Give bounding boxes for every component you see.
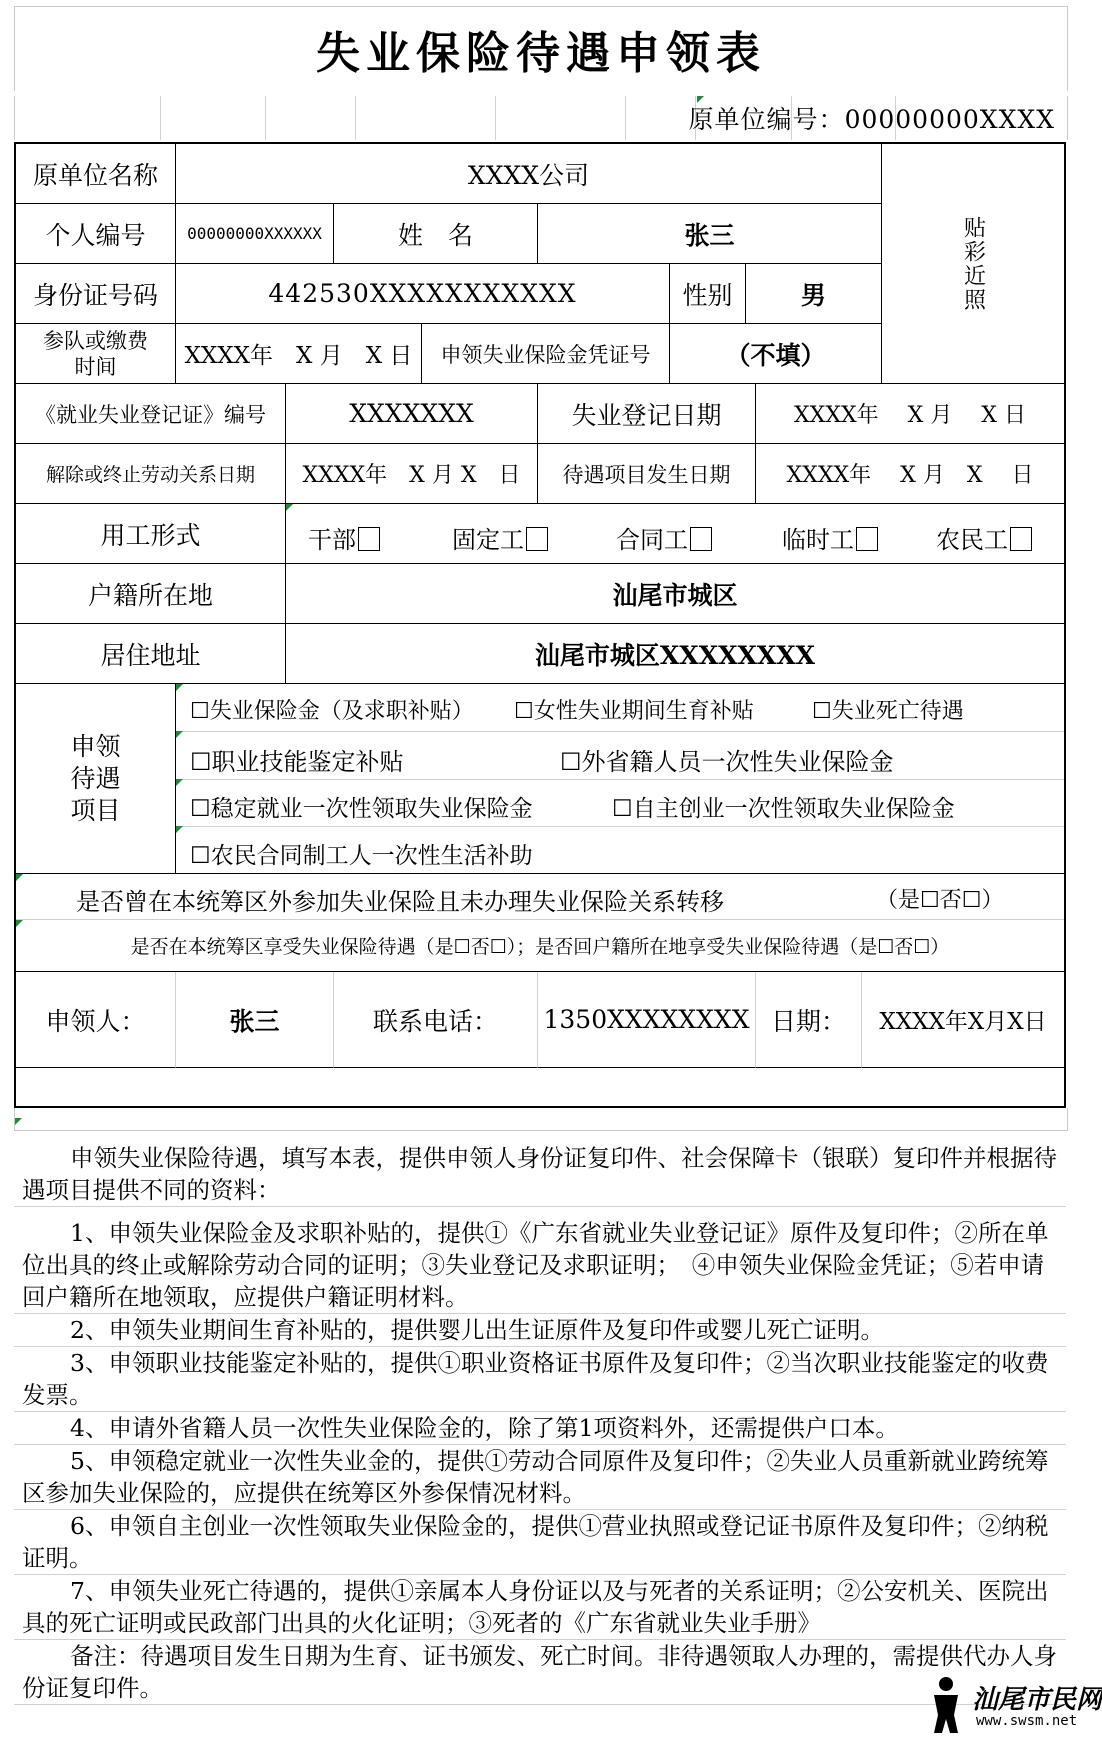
checkbox[interactable] — [526, 527, 548, 551]
item-skill-subsidy[interactable]: ☐职业技能鉴定补贴 — [190, 748, 404, 776]
watermark-logo — [924, 1675, 1102, 1735]
figure-icon — [924, 1675, 968, 1735]
personal-no-value[interactable]: 00000000XXXXXX — [176, 204, 334, 264]
personal-no-label: 个人编号 — [16, 204, 176, 264]
reg-cert-value[interactable]: XXXXXXX — [286, 384, 538, 444]
watermark-url: www.swsm.net — [976, 1713, 1078, 1729]
checkbox[interactable] — [856, 527, 878, 551]
terminate-label: 解除或终止劳动关系日期 — [16, 444, 286, 504]
question-local-benefit-text[interactable]: 是否在本统筹区享受失业保险待遇（是☐否☐）；是否回户籍所在地享受失业保险待遇（是☐否☐） — [130, 936, 950, 958]
employ-label: 用工形式 — [16, 504, 286, 564]
instructions — [14, 1128, 1066, 1705]
question-transfer-options[interactable]: （是☐否☐） — [876, 888, 1004, 913]
occur-value[interactable]: XXXX年 X 月 X 日 — [756, 444, 1064, 504]
application-form — [14, 142, 1066, 1108]
watermark-text: 汕尾市民网 — [972, 1685, 1102, 1715]
item-unemployment-benefit[interactable]: ☐失业保险金（及求职补贴） — [190, 699, 474, 724]
items-label: 申领待遇项目 — [16, 684, 176, 874]
hukou-value[interactable]: 汕尾市城区 — [286, 564, 1064, 624]
reg-cert-label: 《就业失业登记证》编号 — [16, 384, 286, 444]
note-3: 3、申领职业技能鉴定补贴的，提供①职业资格证书原件及复印件；②当次职业技能鉴定的收费发票。 — [14, 1347, 1066, 1412]
note-6: 6、申领自主创业一次性领取失业保险金的，提供①营业执照或登记证书原件及复印件；②纳税证明。 — [14, 1510, 1066, 1575]
question-transfer — [16, 874, 1064, 920]
name-value[interactable]: 张三 — [538, 204, 882, 264]
item-maternity-subsidy[interactable]: ☐女性失业期间生育补贴 — [514, 699, 754, 724]
join-time-label: 参队或缴费时间 — [16, 324, 176, 384]
note-5: 5、申领稳定就业一次性失业金的，提供①劳动合同原件及复印件；②失业人员重新就业跨统筹区参加失业保险的，应提供在统筹区外参保情况材料。 — [14, 1445, 1066, 1510]
id-label: 身份证号码 — [16, 264, 176, 324]
item-outprovince-lump-sum[interactable]: ☐外省籍人员一次性失业保险金 — [560, 748, 894, 776]
reg-date-label: 失业登记日期 — [538, 384, 756, 444]
note-7: 7、申领失业死亡待遇的，提供①亲属本人身份证以及与死者的关系证明；②公安机关、医院出具的死亡证明或民政部门出具的火化证明；③死者的《广东省就业失业手册》 — [14, 1575, 1066, 1640]
item-self-employment[interactable]: ☐自主创业一次性领取失业保险金 — [612, 796, 955, 822]
applicant-label: 申领人： — [16, 972, 176, 1068]
org-name-label: 原单位名称 — [16, 144, 176, 204]
checkbox[interactable] — [1010, 527, 1032, 551]
employ-options — [286, 504, 1064, 564]
hukou-label: 户籍所在地 — [16, 564, 286, 624]
employ-option-contract[interactable]: 合同工 — [616, 520, 712, 555]
address-value[interactable]: 汕尾市城区XXXXXXXX — [286, 624, 1064, 684]
phone-value[interactable]: 1350XXXXXXXX — [538, 972, 756, 1068]
checkbox[interactable] — [358, 527, 380, 551]
note-1: 1、申领失业保险金及求职补贴的，提供①《广东省就业失业登记证》原件及复印件；②所在单位出具的终止或解除劳动合同的证明；③失业登记及求职证明； ④申领失业保险金凭证；⑤若申请回户籍所在地领取，应提供户籍证明材料。 — [14, 1217, 1066, 1314]
date-value[interactable]: XXXX年X月X日 — [862, 972, 1064, 1068]
item-stable-employment[interactable]: ☐稳定就业一次性领取失业保险金 — [190, 796, 533, 822]
gender-value[interactable]: 男 — [746, 264, 882, 324]
voucher-label: 申领失业保险金凭证号 — [422, 324, 670, 384]
photo-box — [882, 144, 1064, 384]
note-intro: 申领失业保险待遇，填写本表，提供申领人身份证复印件、社会保障卡（银联）复印件并根据待遇项目提供不同的资料： — [14, 1142, 1066, 1207]
checkbox[interactable] — [690, 527, 712, 551]
voucher-value[interactable]: （不填） — [670, 324, 882, 384]
form-title: 失业保险待遇申领表 — [14, 6, 1068, 91]
date-label: 日期： — [756, 972, 862, 1068]
phone-label: 联系电话： — [334, 972, 538, 1068]
org-name-value[interactable]: XXXX公司 — [176, 144, 882, 204]
question-local-benefit — [16, 920, 1064, 972]
note-remark: 备注：待遇项目发生日期为生育、证书颁发、死亡时间。非待遇领取人办理的，需提供代办人身份证复印件。 — [14, 1640, 1066, 1705]
reg-date-value[interactable]: XXXX年 X 月 X 日 — [756, 384, 1064, 444]
terminate-value[interactable]: XXXX年 X 月 X 日 — [286, 444, 538, 504]
applicant-value[interactable]: 张三 — [176, 972, 334, 1068]
item-farmer-contract[interactable]: ☐农民合同制工人一次性生活补助 — [190, 843, 533, 869]
name-label: 姓 名 — [334, 204, 538, 264]
items-area — [176, 684, 1064, 874]
occur-label: 待遇项目发生日期 — [538, 444, 756, 504]
employ-option-farmer[interactable]: 农民工 — [936, 520, 1032, 555]
employ-option-permanent[interactable]: 固定工 — [452, 520, 548, 555]
question-transfer-text: 是否曾在本统筹区外参加失业保险且未办理失业保险关系转移 — [76, 888, 724, 916]
employ-option-temporary[interactable]: 临时工 — [782, 520, 878, 555]
employ-option-cadre[interactable]: 干部 — [308, 520, 380, 555]
original-unit-number: 原单位编号：00000000XXXX — [688, 105, 1055, 134]
note-4: 4、申请外省籍人员一次性失业保险金的，除了第1项资料外，还需提供户口本。 — [14, 1412, 1066, 1445]
id-value[interactable]: 442530XXXXXXXXXXX — [176, 264, 670, 324]
photo-label: 贴彩近照 — [960, 215, 986, 312]
join-time-value[interactable]: XXXX年 X 月 X 日 — [176, 324, 422, 384]
unit-number-row — [14, 96, 1068, 140]
gender-label: 性别 — [670, 264, 746, 324]
address-label: 居住地址 — [16, 624, 286, 684]
note-2: 2、申领失业期间生育补贴的，提供婴儿出生证原件及复印件或婴儿死亡证明。 — [14, 1314, 1066, 1347]
item-death-benefit[interactable]: ☐失业死亡待遇 — [812, 699, 964, 724]
